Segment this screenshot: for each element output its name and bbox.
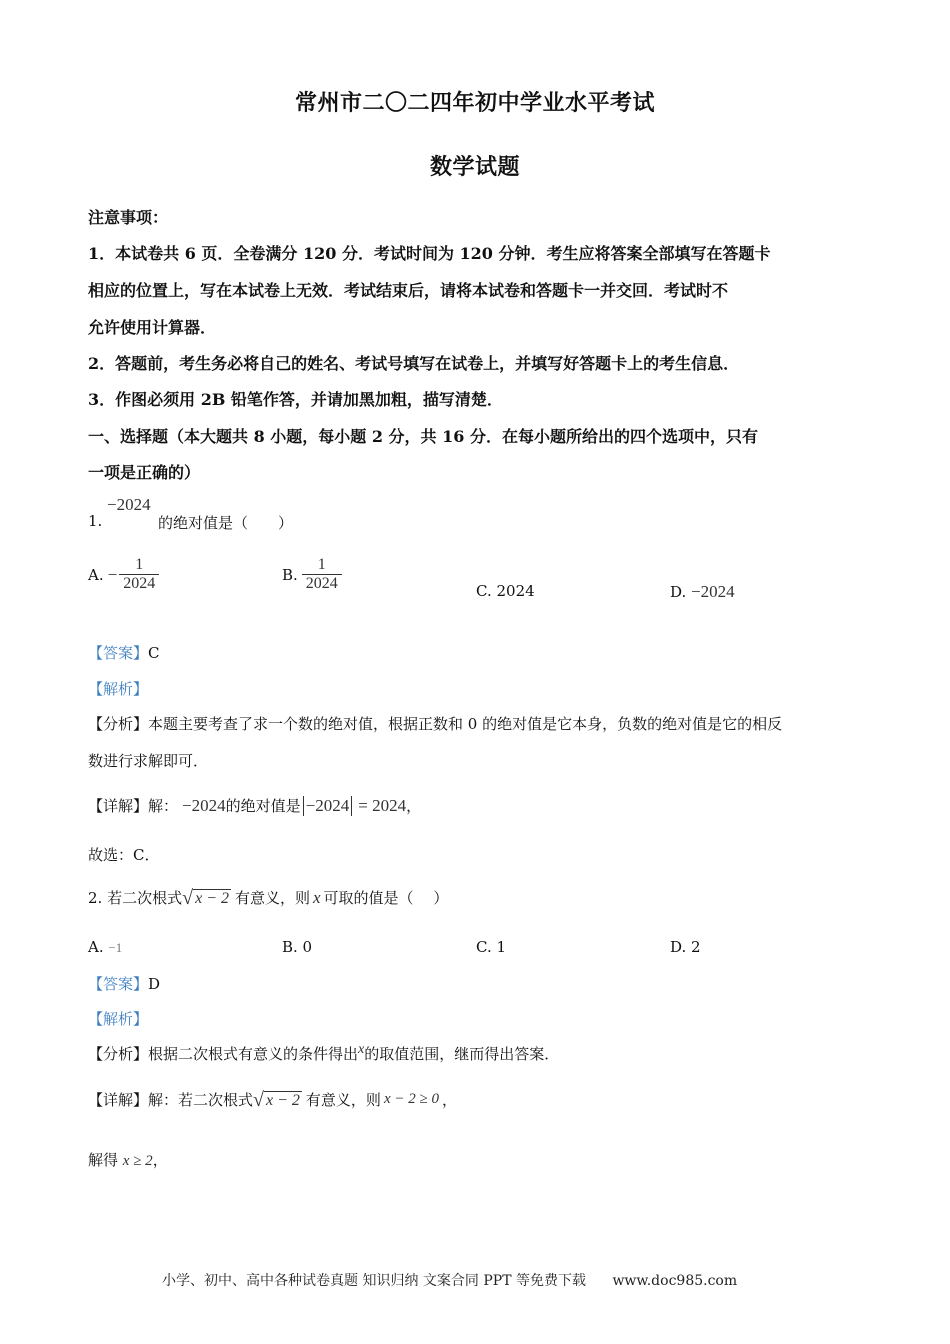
q2-fenxi	[88, 1042, 559, 1064]
q2-suffix: 可取的值是（ ）	[323, 889, 449, 907]
q2-prefix: 2. 若二次根式	[88, 889, 183, 907]
notes-item-2: 2．答题前，考生务必将自己的姓名、考试号填写在试卷上，并填写好答题卡上的考生信息．	[88, 354, 740, 373]
q1-option-b	[282, 556, 342, 593]
q2-solve-end: ，	[152, 1151, 168, 1169]
q1-option-a-denominator: 2024	[119, 574, 159, 593]
footer-text: 小学、初中、高中各种试卷真题 知识归纳 文案合同 PPT 等免费下载	[162, 1273, 586, 1289]
q2-option-a	[88, 938, 122, 956]
section-heading-line-1: 一、选择题（本大题共 8 小题，每小题 2 分，共 16 分．在每小题所给出的四个选项中，只有	[88, 427, 758, 446]
q2-detail-text-a: 解：若二次根式	[148, 1091, 254, 1109]
q1-option-d	[670, 582, 735, 602]
q2-variable: x	[313, 887, 321, 907]
q1-answer-tag: 【答案】	[88, 644, 149, 662]
notes-item-1-line-1: 1．本试卷共 6 页．全卷满分 120 分．考试时间为 120 分钟．考生应将答案全部填写在答题卡	[88, 244, 771, 263]
q2-option-b: B. 0	[282, 938, 313, 956]
q2-stem	[88, 887, 448, 908]
q1-analysis-tag: 【解析】	[88, 680, 149, 698]
q2-detail-text-b: 有意义，则	[305, 1091, 381, 1109]
sqrt-sign-icon: √	[253, 1089, 265, 1111]
q1-fenxi-line-2: 数进行求解即可．	[88, 752, 209, 770]
q1-fenxi-tag: 【分析】	[88, 715, 149, 733]
q2-mid: 有意义，则	[234, 889, 310, 907]
notes-heading: 注意事项：	[88, 208, 169, 227]
q1-number: 1.	[88, 512, 103, 530]
exam-title: 常州市二〇二四年初中学业水平考试	[294, 90, 655, 116]
q1-option-a-numerator: 1	[135, 556, 144, 573]
q1-fenxi-line-1	[88, 713, 782, 734]
q1-detail-mid: 的绝对值是	[225, 797, 301, 815]
q1-detail-tag: 【详解】	[88, 797, 149, 815]
q1-detail-absolute-value: −2024	[303, 796, 353, 816]
notes-item-1-line-2: 相应的位置上，写在本试卷上无效．考试结束后，请将本试卷和答题卡一并交回．考试时不	[88, 281, 729, 300]
q1-answer-value: C	[148, 644, 160, 662]
q1-expression: −2024	[107, 495, 151, 514]
sqrt-sign-icon: √	[182, 887, 194, 909]
q2-fenxi-text-a: 根据二次根式有意义的条件得出	[148, 1045, 359, 1063]
q2-fenxi-tag: 【分析】	[88, 1045, 149, 1063]
q2-detail-tag: 【详解】	[88, 1091, 149, 1109]
q2-option-c: C. 1	[476, 938, 507, 956]
q2-answer	[88, 973, 160, 994]
q1-option-a-fraction	[119, 556, 159, 593]
q1-option-a	[88, 556, 159, 593]
q2-option-a-label: A.	[88, 938, 104, 956]
q2-solve-prefix: 解得	[88, 1151, 119, 1169]
q2-answer-value: D	[148, 975, 161, 993]
q2-radicand: x − 2	[195, 890, 229, 907]
q1-option-b-denominator: 2024	[302, 574, 342, 593]
q1-detail-prefix: 解：	[148, 797, 179, 815]
q2-option-d: D. 2	[670, 938, 701, 956]
q2-fenxi-text-b: 的取值范围，继而得出答案．	[364, 1045, 560, 1063]
section-heading-line-2: 一项是正确的）	[88, 463, 201, 482]
q1-option-a-sign: −	[107, 564, 118, 584]
q1-option-b-label: B.	[282, 565, 298, 584]
q2-solve-inequality: x ≥ 2	[122, 1153, 153, 1169]
q1-stem: 的绝对值是（ ）	[158, 514, 294, 532]
q1-choose: 故选：C．	[88, 846, 160, 864]
footer-url[interactable]: www.doc985.com	[612, 1273, 738, 1289]
q1-option-d-label: D.	[670, 583, 687, 601]
q2-solve	[88, 1149, 168, 1170]
notes-item-1-line-3: 允许使用计算器．	[88, 318, 217, 337]
q1-fenxi-text: 本题主要考查了求一个数的绝对值，根据正数和 0 的绝对值是它本身，负数的绝对值是它的相反	[148, 715, 783, 733]
q1-option-a-label: A.	[88, 565, 104, 584]
q1-detail-expression: −2024	[182, 795, 226, 815]
q1-option-b-numerator: 1	[317, 556, 326, 573]
footer	[162, 1270, 737, 1290]
q1-answer	[88, 642, 160, 663]
q2-sqrt	[182, 887, 231, 908]
q2-detail-sqrt	[253, 1089, 302, 1110]
q1-option-d-value: −2024	[691, 582, 735, 601]
exam-subject: 数学试题	[429, 154, 520, 180]
q1-detail-end: ，	[406, 797, 422, 815]
q2-detail-inequality: x − 2 ≥ 0	[383, 1091, 439, 1107]
notes-item-3: 3．作图必须用 2B 铅笔作答，并请加黑加粗，描写清楚．	[88, 390, 503, 409]
q2-option-a-value: −1	[108, 940, 123, 955]
q2-answer-tag: 【答案】	[88, 975, 149, 993]
q2-detail-end: ，	[441, 1091, 457, 1109]
q1-option-b-fraction	[302, 556, 342, 593]
q2-analysis-tag: 【解析】	[88, 1010, 149, 1028]
q2-detail	[88, 1089, 457, 1110]
q2-detail-radicand: x − 2	[266, 1092, 300, 1109]
q1-detail	[88, 795, 421, 816]
q2-fenxi-variable: x	[358, 1042, 365, 1057]
q1-option-c: C. 2024	[476, 582, 535, 600]
q1-detail-abs-result: = 2024	[358, 795, 407, 815]
